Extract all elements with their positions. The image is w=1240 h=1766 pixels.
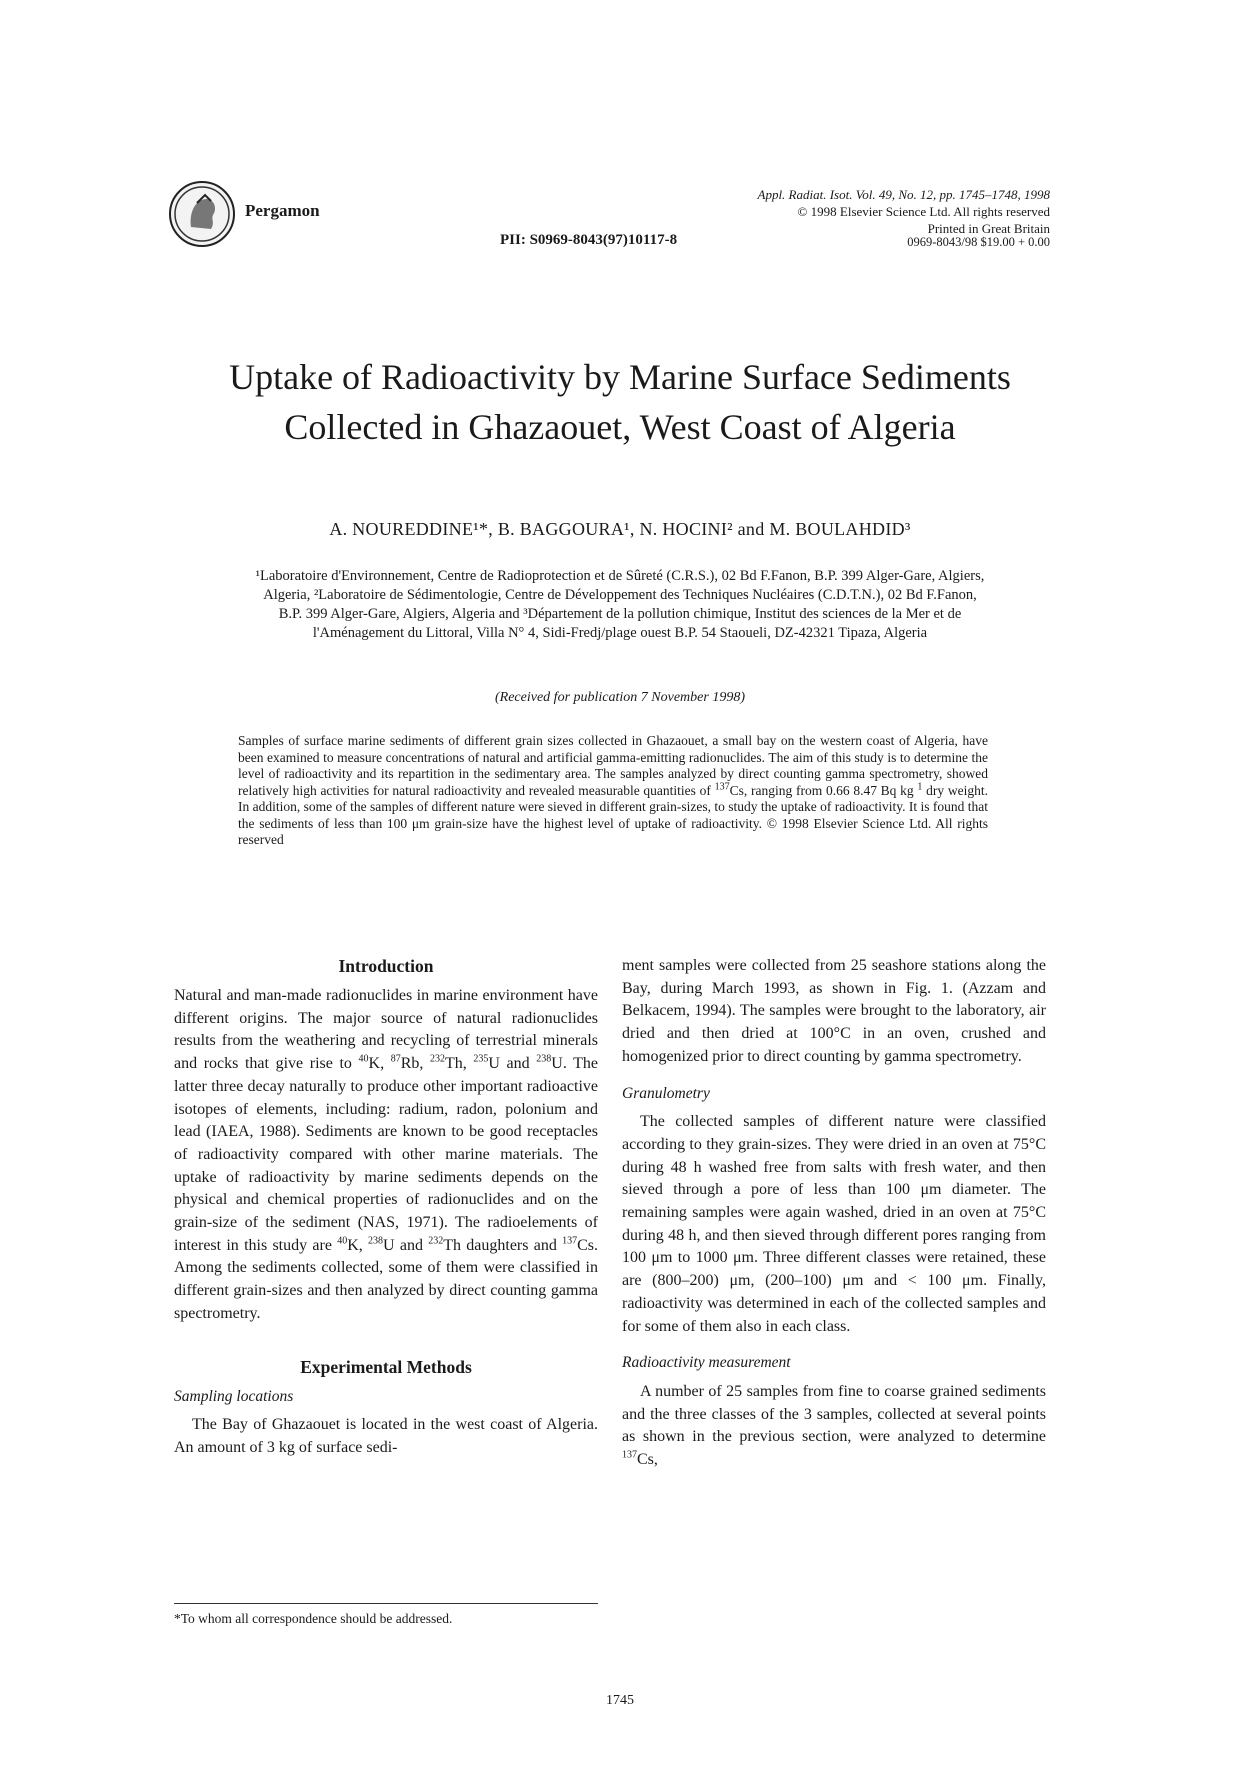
publisher-logo <box>165 175 345 255</box>
section-heading-introduction: Introduction <box>338 956 434 976</box>
pergamon-emblem-icon <box>169 181 235 247</box>
page-number: 1745 <box>606 1693 634 1708</box>
abstract-sup-cs: 137 <box>714 781 730 792</box>
sampling-paragraph-continued: ment samples were collected from 25 seashore stations along the Bay, during March 1993, as shown in Fig. 1. (Azzam and Belkacem, 1994). The samples were brought to the laboratory, air dried and then dried at 100°C in an oven, crushed and homogenized prior to direct counting by gamma spectrometry. <box>622 957 1046 1065</box>
abstract-text-3: dry weight. In addition, some of the samples of different nature were sieved in different grain-sizes, to study the uptake of radioactivity. It is found that the sediments of less than 100 μm grain-size have the highest level of uptake of radioactivity. © 1998 Elsevier Science Ltd. All rights reserved <box>238 782 988 847</box>
journal-info <box>758 186 1051 237</box>
journal-citation: Appl. Radiat. Isot. Vol. 49, No. 12, pp. 1745–1748, 1998 <box>757 187 1050 202</box>
pii-code: PII: S0969-8043(97)10117-8 <box>500 232 678 248</box>
abstract-text-2: Cs, ranging from 0.66 8.47 Bq kg <box>729 782 918 798</box>
subsection-heading-sampling: Sampling locations <box>174 1387 294 1405</box>
abstract-sup-minus: 1 <box>917 781 923 792</box>
footnote: *To whom all correspondence should be addressed. <box>174 1611 453 1626</box>
author-list: A. NOUREDDINE¹*, B. BAGGOURA¹, N. HOCINI² and M. BOULAHDID³ <box>329 519 911 539</box>
copyright-line: © 1998 Elsevier Science Ltd. All rights reserved <box>797 204 1050 219</box>
printed-line: Printed in Great Britain <box>927 221 1050 236</box>
publisher-name: Pergamon <box>245 201 320 220</box>
abstract-text-1: Samples of surface marine sediments of different grain sizes collected in Ghazaouet, a small bay on the western coast of Algeria, have been examined to measure concentrations of natural and artificial gamma-emitting radionuclides. The aim of this study is to determine the level of radioactivity and its repartition in the sedimentary area. The samples analyzed by direct counting gamma spectrometry, showed relatively high activities for natural radioactivity and revealed measurable quantities of <box>238 733 988 798</box>
left-column <box>174 955 598 1460</box>
footnote-divider <box>174 1603 598 1604</box>
price-line: 0969-8043/98 $19.00 + 0.00 <box>907 235 1050 249</box>
granulometry-paragraph: The collected samples of different nature were classified according to they grain-sizes. They were dried in an oven at 75°C during 48 h washed free from salts with fresh water, and then sieved through a pore of less than 100 μm diameter. The remaining samples were again washed, dried in an oven at 75°C during 48 h, and then sieved through different pores ranging from 100 μm to 1000 μm. Three different classes were retained, these are (800–200) μm, (200–100) μm and < 100 μm. Finally, radioactivity was determined in each of the collected samples and for some of them also in each class. <box>622 1113 1046 1335</box>
article-title: Uptake of Radioactivity by Marine Surface Sediments Collected in Ghazaouet, West Coast of Algeria <box>229 357 1011 447</box>
radioactivity-paragraph: A number of 25 samples from fine to coarse grained sediments and the three classes of the 3 samples, collected at several points as shown in the previous section, were analyzed to determine $^{137}$Cs, <box>622 1382 1046 1469</box>
sampling-paragraph-start: The Bay of Ghazaouet is located in the west coast of Algeria. An amount of 3 kg of surface sedi- <box>174 1416 598 1456</box>
section-heading-experimental: Experimental Methods <box>300 1356 472 1377</box>
received-date: (Received for publication 7 November 1998) <box>495 690 745 705</box>
affiliations: ¹Laboratoire d'Environnement, Centre de Radioprotection et de Sûreté (C.R.S.), 02 Bd F.Fanon, B.P. 399 Alger-Gare, Algiers, Algeria, ²Laboratoire de Sédimentologie, Centre de Développement des Techniques Nucléaires (C.D.T.N.), 02 Bd F.Fanon, B.P. 399 Alger-Gare, Algiers, Algeria and ³Département de la pollution chimique, Institut des sciences de la Mer et de l'Aménagement du Littoral, Villa N° 4, Sidi-Fredj/plage ouest B.P. 54 Staoueli, DZ-42321 Tipaza, Algeria <box>255 568 985 641</box>
subsection-heading-radioactivity: Radioactivity measurement <box>622 1354 791 1372</box>
introduction-paragraph: Natural and man-made radionuclides in marine environment have different origins. The major source of natural radionuclides results from the weathering and recycling of terrestrial minerals and rocks that give rise to $^{40}$K, $^{87}$Rb, $^{232}$Th, $^{235}$U and $^{238}$U. The latter three decay naturally to produce other important radioactive isotopes of elements, including: radium, radon, polonium and lead (IAEA, 1988). Sediments are known to be good receptacles of radioactivity compared with other marine materials. The uptake of radioactivity by marine sediments depends on the physical and chemical properties of radionuclides and on the grain-size of the sediment (NAS, 1971). The radioelements of interest in this study are $^{40}$K, $^{238}$U and $^{232}$Th daughters and $^{137}$Cs. Among the sediments collected, some of them were classified in different grain-sizes and then analyzed by direct counting gamma spectrometry. <box>174 987 599 1322</box>
abstract <box>238 733 988 849</box>
subsection-heading-granulometry: Granulometry <box>622 1084 710 1102</box>
right-column <box>622 955 1046 1472</box>
